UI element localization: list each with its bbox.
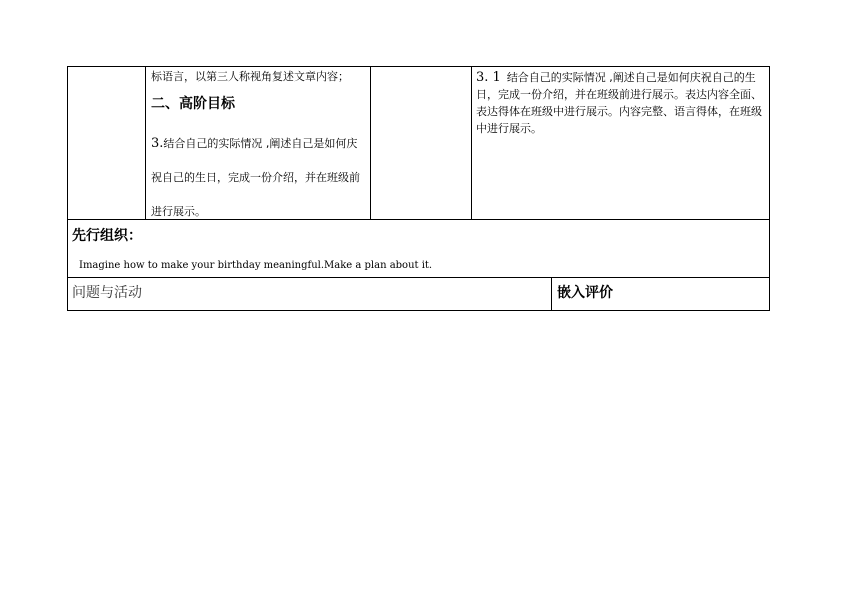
assessment-item: [476, 69, 767, 137]
goal-item-text: 结合自己的实际情况 ,阐述自己是如何庆祝自己的生日，完成一份介绍，并在班级前进行展示。: [151, 137, 360, 218]
activities-label: 问题与活动: [72, 285, 142, 301]
column-divider-1: [145, 66, 146, 219]
assessment-item-text: 结合自己的实际情况 ,阐述自己是如何庆祝自己的生日，完成一份介绍，并在班级前进行展示。表达内容全面、表达得体在班级中进行展示。内容完整、语言得体，在班级中进行展示。: [476, 71, 762, 135]
evaluation-label: 嵌入评价: [557, 285, 613, 301]
lesson-plan-table: [67, 66, 770, 311]
row-divider-2: [67, 277, 770, 278]
assessment-item-number: 3. 1: [476, 70, 501, 85]
column-divider-3: [471, 66, 472, 219]
table-border-top: [67, 66, 770, 67]
advance-organizer-text: Imagine how to make your birthday meaningful.Make a plan about it.: [79, 260, 433, 271]
advance-organizer-title: 先行组织：: [72, 228, 142, 244]
table-border-right: [769, 66, 770, 311]
column-divider-footer: [551, 277, 552, 310]
table-border-left: [67, 66, 68, 311]
column-divider-2: [370, 66, 371, 219]
goal-item: [151, 127, 368, 229]
table-border-bottom: [67, 310, 770, 311]
goal-item-number: 3.: [151, 136, 164, 151]
goal-line-text: 标语言，以第三人称视角复述文章内容；: [151, 70, 349, 83]
goal-heading: 二、高阶目标: [151, 96, 235, 112]
